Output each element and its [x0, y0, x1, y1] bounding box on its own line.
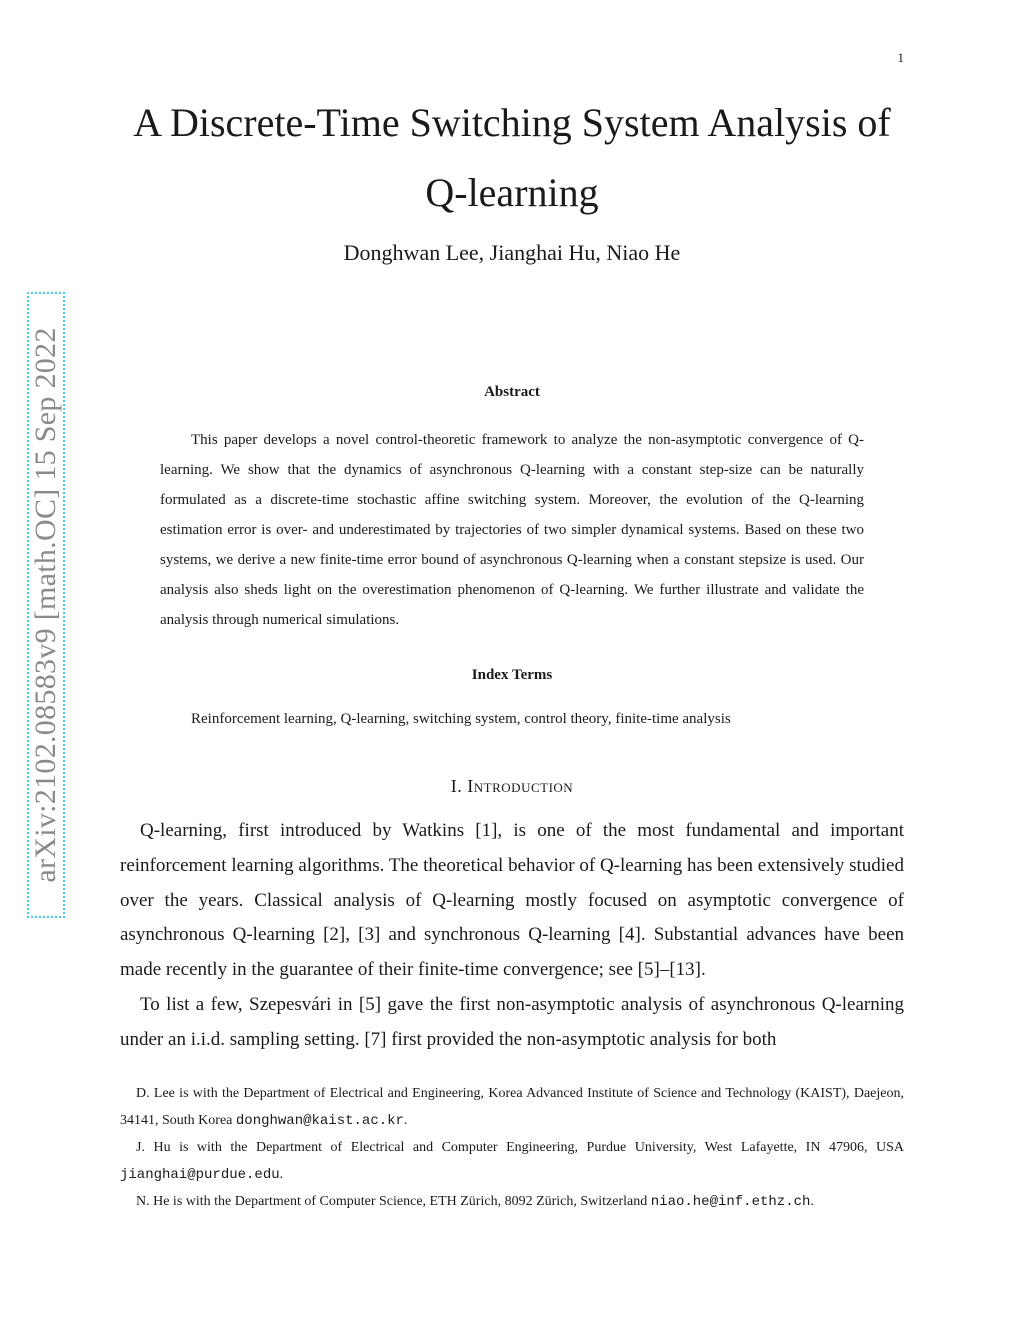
author-list: Donghwan Lee, Jianghai Hu, Niao He — [343, 240, 681, 265]
footnote-text: N. He is with the Department of Computer Science, ETH Zürich, 8092 Zürich, Switzerland — [136, 1194, 651, 1209]
author-affiliations — [120, 1080, 904, 1216]
section-heading-introduction — [110, 776, 914, 797]
section-title: Introduction — [467, 776, 574, 796]
email-link[interactable]: niao.he@inf.ethz.ch — [650, 1194, 811, 1210]
section-number: I. — [450, 776, 463, 796]
email-link[interactable]: jianghai@purdue.edu — [120, 1167, 280, 1183]
footnote-affiliation — [120, 1134, 904, 1189]
email-link[interactable]: donghwan@kaist.ac.kr — [235, 1113, 404, 1129]
index-terms-heading: Index Terms — [471, 667, 553, 683]
footnote-affiliation — [120, 1188, 904, 1216]
index-terms-text: Reinforcement learning, Q-learning, switching system, control theory, finite-time analysis — [191, 711, 731, 727]
paper-title: A Discrete-Time Switching System Analysis of Q-learning — [133, 100, 891, 215]
arxiv-stamp[interactable] — [27, 292, 65, 918]
footnote-end: . — [403, 1113, 408, 1128]
introduction-paragraph: To list a few, Szepesvári in [5] gave the first non-asymptotic analysis of asynchronous Q-learning under an i.i.d. sampling setting. [7] first provided the non-asymptotic analysis for both — [120, 993, 904, 1050]
introduction-paragraph: Q-learning, first introduced by Watkins [1], is one of the most fundamental and important reinforcement learning algorithms. The theoretical behavior of Q-learning has been extensively studied over the years. Classical analysis of Q-learning mostly focused on asymptotic convergence of asynchronous Q-learning [2], [3] and synchronous Q-learning [4]. Substantial advances have been made recently in the guarantee of their finite-time convergence; see [5]–[13]. — [120, 820, 904, 981]
footnote-text: D. Lee is with the Department of Electrical and Engineering, Korea Advanced Institute of Science and Technology (KAIST), Daejeon, 34141, South Korea — [120, 1086, 904, 1128]
footnote-affiliation — [120, 1080, 904, 1135]
page-number: 1 — [897, 50, 904, 65]
arxiv-identifier: arXiv:2102.08583v9 [math.OC] 15 Sep 2022 — [29, 327, 62, 883]
abstract-text: This paper develops a novel control-theoretic framework to analyze the non-asymptotic convergence of Q-learning. We show that the dynamics of asynchronous Q-learning with a constant step-size can be naturally formulated as a discrete-time stochastic affine switching system. Moreover, the evolution of the Q-learning estimation error is over- and underestimated by trajectories of two simpler dynamical systems. Based on these two systems, we derive a new finite-time error bound of asynchronous Q-learning when a constant stepsize is used. Our analysis also sheds light on the overestimation phenomenon of Q-learning. We further illustrate and validate the analysis through numerical simulations. — [160, 432, 864, 628]
abstract-heading: Abstract — [484, 384, 540, 400]
footnote-text: J. Hu is with the Department of Electrical and Computer Engineering, Purdue University, West Lafayette, IN 47906, USA — [136, 1140, 904, 1155]
footnote-end: . — [810, 1194, 814, 1209]
footnote-end: . — [279, 1167, 284, 1182]
introduction-body — [120, 814, 904, 1058]
